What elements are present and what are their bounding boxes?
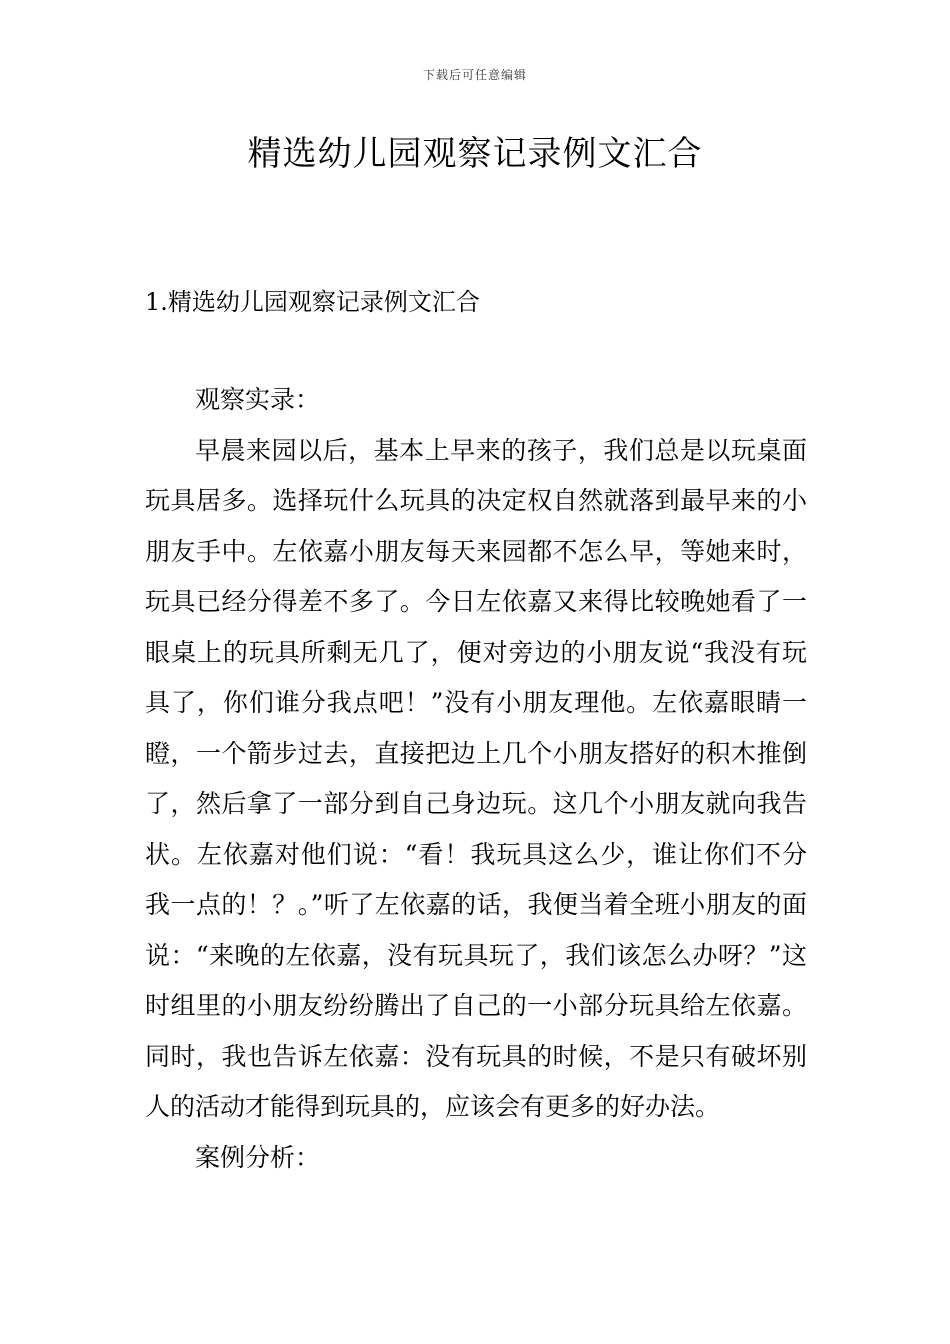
paragraph-observation-record: 早晨来园以后，基本上早来的孩子，我们总是以玩桌面玩具居多。选择玩什么玩具的决定权自然就落到最早来的小朋友手中。左依嘉小朋友每天来园都不怎么早，等她来时，玩具已经分得差不多了。今日左依嘉又来得比较晚她看了一眼桌上的玩具所剩无几了，便对旁边的小朋友说“我没有玩具了，你们谁分我点吧！”没有小朋友理他。左依嘉眼睛一瞪，一个箭步过去，直接把边上几个小朋友搭好的积木推倒了，然后拿了一部分到自己身边玩。这几个小朋友就向我告状。左依嘉对他们说：“看！我玩具这么少，谁让你们不分我一点的！？。”听了左依嘉的话，我便当着全班小朋友的面说：“来晚的左依嘉，没有玩具玩了，我们该怎么办呀？”这时组里的小朋友纷纷腾出了自己的一小部分玩具给左依嘉。同时，我也告诉左依嘉：没有玩具的时候，不是只有破坏别人的活动才能得到玩具的，应该会有更多的好办法。 bbox=[145, 435, 807, 1121]
section-heading: 1.精选幼儿园观察记录例文汇合 bbox=[145, 288, 480, 316]
header-note: 下载后可任意编辑 bbox=[422, 68, 527, 82]
paragraph-case-analysis-label: 案例分析： bbox=[195, 1142, 321, 1172]
body-content bbox=[145, 375, 807, 1183]
paragraph-observation-label: 观察实录： bbox=[195, 385, 321, 414]
document-title: 精选幼儿园观察记录例文汇合 bbox=[247, 134, 703, 174]
